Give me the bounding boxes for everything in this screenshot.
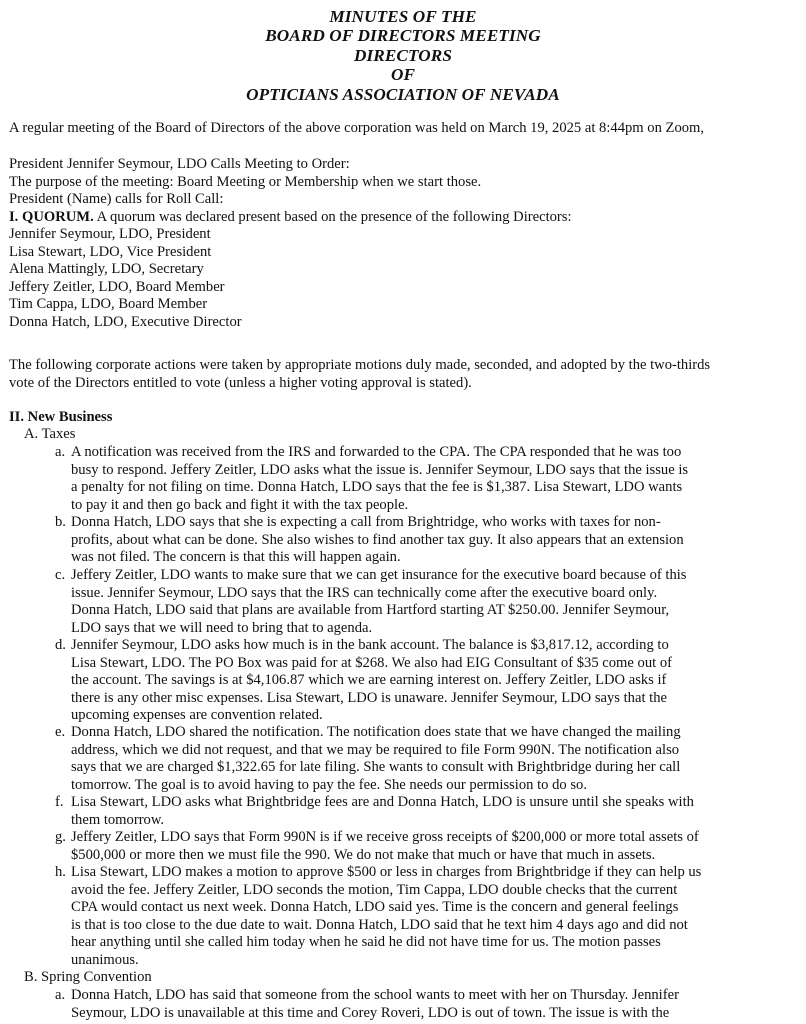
item-line: Donna Hatch, LDO said that plans are available from Hartford starting AT $250.00. Jennifer Seymour,	[71, 602, 670, 618]
document-title	[0, 7, 806, 104]
item-marker: g.	[55, 829, 66, 845]
item-marker: f.	[55, 794, 64, 810]
item-line: there is any other misc expenses. Lisa Stewart, LDO is unaware. Jennifer Seymour, LDO says that the	[71, 689, 667, 706]
item-line: upcoming expenses are convention related.	[71, 707, 323, 723]
section-heading-new-business: II. New Business	[9, 409, 113, 425]
item-line: Lisa Stewart, LDO makes a motion to approve $500 or less in charges from Brightbridge if they can help us	[71, 864, 702, 880]
quorum-text: A quorum was declared present based on the presence of the following Directors:	[93, 208, 572, 225]
item-line: was not filed. The concern is that this will happen again.	[71, 549, 401, 565]
subsection-spring-convention: B. Spring Convention	[24, 969, 152, 985]
item-line: $500,000 or more then we must file the 990. We do not make that much or have that much in assets.	[71, 846, 656, 863]
intro-text: A regular meeting of the Board of Directors of the above corporation was held on March 19, 2025 at 8:44pm on Zoom,	[9, 120, 705, 136]
item-line: busy to respond. Jeffery Zeitler, LDO asks what the issue is. Jennifer Seymour, LDO says that the issue is	[71, 461, 689, 478]
item-marker: e.	[55, 724, 66, 740]
item-line: Donna Hatch, LDO has said that someone from the school wants to meet with her on Thursday. Jennifer	[71, 987, 679, 1003]
actions-line: vote of the Directors entitled to vote (unless a higher voting approval is stated).	[9, 374, 472, 391]
item-line: hear anything until she called him today when he said he did not have time for us. The motion passes	[71, 934, 661, 950]
quorum-heading: I. QUORUM.	[9, 208, 94, 225]
item-line: Lisa Stewart, LDO. The PO Box was paid for at $268. We also had EIG Consultant of $35 come out of	[71, 654, 672, 671]
item-line: A notification was received from the IRS and forwarded to the CPA. The CPA responded that he was too	[71, 444, 682, 460]
item-line: Jeffery Zeitler, LDO wants to make sure that we can get insurance for the executive board because of this	[71, 567, 687, 583]
item-line: tomorrow. The goal is to avoid having to pay the fee. She needs our permission to do so.	[71, 776, 587, 793]
quorum-line	[9, 209, 799, 227]
meeting-purpose: The purpose of the meeting: Board Meeting or Membership when we start those.	[9, 173, 482, 190]
item-line: Jeffery Zeitler, LDO says that Form 990N is if we receive gross receipts of $200,000 or more total assets of	[71, 829, 699, 845]
item-marker: c.	[55, 567, 66, 583]
director-item: Jeffery Zeitler, LDO, Board Member	[9, 278, 225, 295]
actions-line: The following corporate actions were taken by appropriate motions duly made, seconded, and adopted by the two-thirds	[9, 357, 711, 373]
item-line: is that is too close to the due date to wait. Donna Hatch, LDO said that he text him 4 days ago and did not	[71, 916, 688, 933]
director-item: Lisa Stewart, LDO, Vice President	[9, 243, 212, 260]
item-marker: a.	[55, 987, 66, 1003]
item-line: to pay it and then go back and fight it with the tax people.	[71, 496, 409, 513]
roll-call: President (Name) calls for Roll Call:	[9, 191, 224, 207]
item-line: a penalty for not filing on time. Donna Hatch, LDO says that the fee is $1,387. Lisa Stewart, LDO wants	[71, 479, 683, 495]
item-line: them tomorrow.	[71, 811, 165, 828]
subsection-taxes: A. Taxes	[24, 426, 76, 442]
item-line: Donna Hatch, LDO says that she is expecting a call from Brightridge, who works with taxes for non-	[71, 514, 661, 530]
item-marker: b.	[55, 514, 66, 530]
item-line: the account. The savings is at $4,106.87 which we are earning interest on. Jeffery Zeitler, LDO asks if	[71, 672, 667, 688]
opening-block	[9, 156, 799, 331]
item-line: CPA would contact us next week. Donna Hatch, LDO said yes. Time is the concern and general feelings	[71, 899, 679, 915]
intro-paragraph	[9, 120, 799, 138]
item-line: profits, about what can be done. She also wishes to find another tax guy. It also appears that an extension	[71, 531, 684, 548]
item-line: avoid the fee. Jeffery Zeitler, LDO seconds the motion, Tim Cappa, LDO double checks that the current	[71, 881, 678, 898]
director-item: Alena Mattingly, LDO, Secretary	[9, 261, 204, 277]
item-line: Donna Hatch, LDO shared the notification. The notification does state that we have changed the mailing	[71, 724, 681, 740]
title-line: OF	[390, 65, 416, 85]
item-line: unanimous.	[71, 951, 139, 968]
director-item: Jennifer Seymour, LDO, President	[9, 226, 211, 242]
item-line: issue. Jennifer Seymour, LDO says that the IRS can technically come after the executive board only.	[71, 584, 658, 601]
title-line: OPTICIANS ASSOCIATION OF NEVADA	[246, 84, 560, 104]
item-marker: d.	[55, 637, 66, 653]
title-line: DIRECTORS	[353, 45, 453, 65]
item-line: LDO says that we will need to bring that to agenda.	[71, 619, 373, 636]
item-line: Lisa Stewart, LDO asks what Brightbridge fees are and Donna Hatch, LDO is unsure until she speaks with	[71, 794, 694, 810]
item-marker: a.	[55, 444, 66, 460]
actions-paragraph	[9, 357, 799, 392]
title-line: BOARD OF DIRECTORS MEETING	[265, 26, 541, 46]
title-line: MINUTES OF THE	[329, 7, 477, 26]
director-item: Donna Hatch, LDO, Executive Director	[9, 313, 242, 330]
item-line: says that we are charged $1,322.65 for late filing. She wants to consult with Brightbridge during her call	[71, 759, 681, 775]
item-line: Seymour, LDO is unavailable at this time and Corey Roveri, LDO is out of town. The issue is with the	[71, 1004, 670, 1021]
item-line: Jennifer Seymour, LDO asks how much is in the bank account. The balance is $3,817.12, according to	[71, 637, 669, 653]
item-marker: h.	[55, 864, 66, 880]
director-item: Tim Cappa, LDO, Board Member	[9, 296, 208, 312]
call-to-order: President Jennifer Seymour, LDO Calls Meeting to Order:	[9, 156, 350, 172]
item-line: address, which we did not request, and that we may be required to file Form 990N. The notification also	[71, 741, 680, 758]
